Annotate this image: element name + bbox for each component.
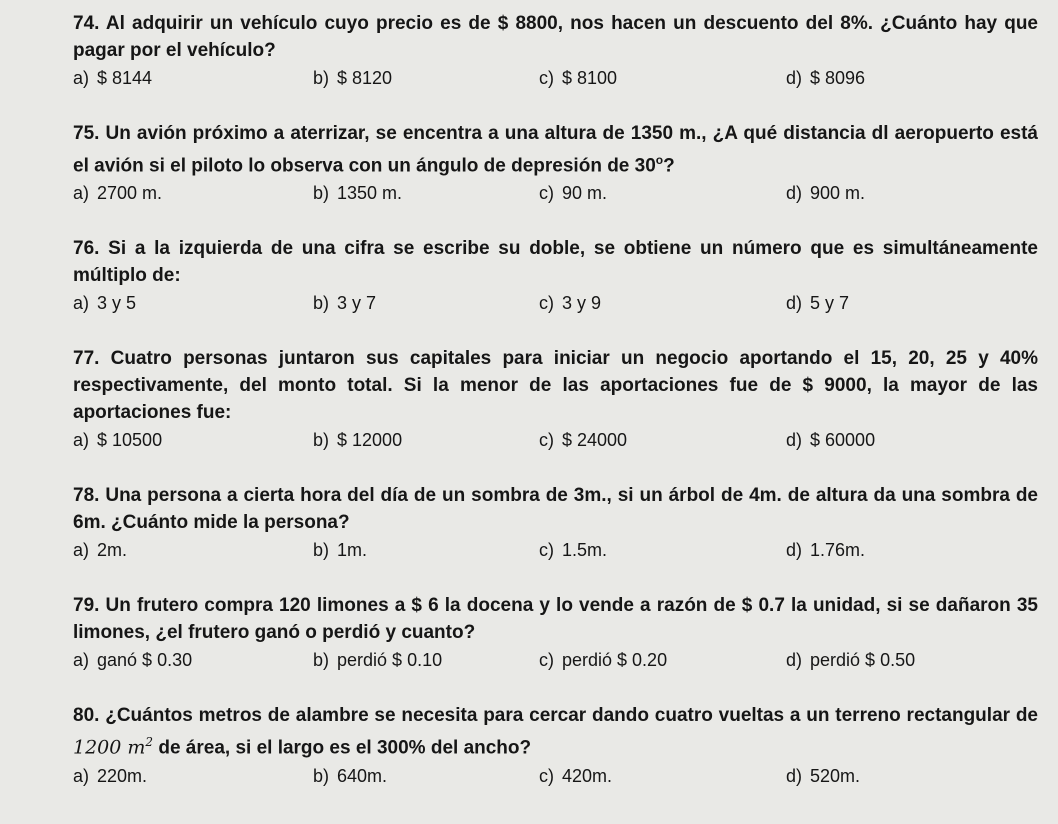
options-row <box>73 183 1038 211</box>
option-a: a) 2700 m. <box>73 183 163 204</box>
question-number: 79. <box>73 595 100 617</box>
option-b: b) $ 8120 <box>313 68 393 88</box>
area-math: 1200 m <box>73 736 146 759</box>
option-b: b) 640m. <box>313 765 388 786</box>
question-text: Una persona a cierta hora del día de un sombra de 3m., si un árbol de 4m. de altura da una sombra de 6m. ¿Cuánto mide la persona? <box>73 485 1038 534</box>
option-c: c) 3 y 9 <box>539 293 602 314</box>
question-text: Al adquirir un vehículo cuyo precio es de $ 8800, nos hacen un descuento del 8%. ¿Cuánto hay que pagar por el vehículo? <box>73 13 1038 61</box>
option-b: b) 1m. <box>313 540 368 561</box>
option-d: d) $ 60000 <box>786 430 876 451</box>
option-c: c) 90 m. <box>539 183 608 204</box>
question-number: 80. <box>73 705 100 727</box>
question-77 <box>73 345 1038 458</box>
option-c: c) perdió $ 0.20 <box>539 650 668 671</box>
option-a: a) ganó $ 0.30 <box>73 650 193 671</box>
options-row <box>73 430 1038 458</box>
option-c: c) 420m. <box>539 765 613 786</box>
option-b: b) $ 12000 <box>313 430 403 451</box>
option-b: b) perdió $ 0.10 <box>313 650 443 671</box>
question-stem <box>73 235 1038 289</box>
option-b: b) 1350 m. <box>313 183 403 204</box>
question-text: ¿Cuántos metros de alambre se necesita para cercar dando cuatro vueltas a un terreno rectangular de <box>105 705 1039 727</box>
question-number: 78. <box>73 485 100 507</box>
option-d: d) $ 8096 <box>786 68 866 88</box>
option-a: a) $ 10500 <box>73 430 163 451</box>
option-a: a) $ 8144 <box>73 68 153 88</box>
option-a: a) 220m. <box>73 765 148 786</box>
option-a: a) 2m. <box>73 540 128 561</box>
options-row <box>73 540 1038 568</box>
option-d: d) 1.76m. <box>786 540 866 561</box>
question-text: Cuatro personas juntaron sus capitales para iniciar un negocio aportando el 15, 20, 25 y 40% respectivamente, del monto total. Si la menor de las aportaciones fue de $ 9000, la mayor de las aportaciones fue: <box>73 348 1039 424</box>
question-75 <box>73 120 1038 211</box>
question-74 <box>73 10 1038 96</box>
question-text: Un frutero compra 120 limones a $ 6 la docena y lo vende a razón de $ 0.7 la unidad, si se dañaron 35 limones, ¿el frutero ganó o perdió y cuanto? <box>73 595 1038 644</box>
options-row <box>73 68 1038 96</box>
option-c: c) $ 8100 <box>539 68 618 88</box>
question-stem: 75. Un avión próximo a aterrizar, se encentra a una altura de 1350 m., ¿A qué distancia dl aeropuerto está el avión si el piloto lo observa con un ángulo de depresión de 30$^o$? <box>73 123 1039 177</box>
options-row <box>73 293 1038 321</box>
option-c: c) 1.5m. <box>539 540 608 561</box>
question-stem <box>73 482 1038 536</box>
option-d: d) perdió $ 0.50 <box>786 650 916 671</box>
option-a: a) 3 y 5 <box>73 293 137 314</box>
question-number: 76. <box>73 238 100 260</box>
question-stem <box>73 10 1038 64</box>
question-text: Un avión próximo a aterrizar, se encentra a una altura de 1350 m., ¿A qué distancia dl aeropuerto está el avión si el piloto lo observa con un ángulo de depresión de 30 <box>73 123 1039 177</box>
option-b: b) 3 y 7 <box>313 293 377 314</box>
question-number: 75. <box>73 123 100 144</box>
degree-superscript: o <box>655 153 664 167</box>
option-d: d) 5 y 7 <box>786 293 850 314</box>
question-number: 77. <box>73 348 100 370</box>
question-76 <box>73 235 1038 321</box>
options-row <box>73 650 1038 678</box>
option-d: d) 900 m. <box>786 183 866 204</box>
question-stem <box>73 345 1038 426</box>
question-80 <box>73 702 1038 793</box>
question-stem: 80. ¿Cuántos metros de alambre se necesita para cercar dando cuatro vueltas a un terreno rectangular de 1200 $m^2$ de área, si el largo es el 300% del ancho? <box>73 705 1039 759</box>
exponent-superscript: 2 <box>145 735 154 750</box>
option-c: c) $ 24000 <box>539 430 628 451</box>
option-d: d) 520m. <box>786 765 861 786</box>
question-number: 74. <box>73 13 100 34</box>
options-row <box>73 766 1038 794</box>
question-78 <box>73 482 1038 568</box>
question-text: Si a la izquierda de una cifra se escribe su doble, se obtiene un número que es simultáneamente múltiplo de: <box>73 238 1038 287</box>
question-79 <box>73 592 1038 678</box>
question-stem <box>73 592 1038 646</box>
